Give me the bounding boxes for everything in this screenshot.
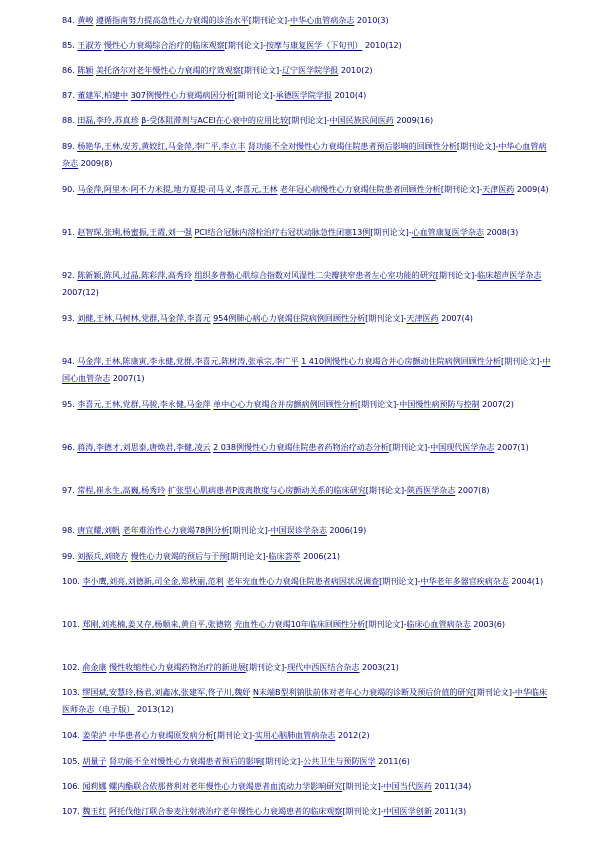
reference-item [62,62,552,79]
reference-type: [期刊论文] [435,270,475,280]
reference-authors-link[interactable]: 田磊,李玲,苏真珍 [77,115,139,125]
reference-title-link[interactable]: 美托洛尔对老年慢性心力衰竭的疗效观察 [95,65,241,75]
reference-separator: - [539,356,543,366]
reference-item [62,12,552,29]
reference-title-link[interactable]: 老年难治性心力衰竭78例分析 [122,525,230,535]
reference-item [62,753,552,770]
reference-separator: - [267,525,271,535]
reference-year: 2010(12) [364,40,402,50]
reference-title-link[interactable]: 单中心心力衰竭合并房颤病例回顾性分析 [213,399,358,409]
reference-year: 2008(3) [486,227,519,237]
reference-type: [期刊论文] [388,442,428,452]
reference-separator: - [279,65,282,75]
reference-number: 94. [62,356,75,366]
reference-type: [期刊论文] [500,356,540,366]
reference-item [62,439,552,456]
reference-number: 101. [62,619,80,629]
reference-separator: - [408,227,412,237]
reference-title-link[interactable]: 慢性收缩性心力衰竭药物治疗的新进展 [109,662,246,672]
reference-number: 87. [62,90,75,100]
reference-title-link[interactable]: 954例肺心病心力衰竭住院病例回顾性分析 [213,313,366,323]
reference-separator: - [380,806,384,816]
reference-journal-link[interactable]: 公共卫生与预防医学 [303,756,376,766]
reference-year: 2004(1) [511,576,544,586]
reference-authors-link[interactable]: 马金萍,王林,陈康寅,李永健,党群,李喜元,陈树涛,张承宗,李广平 [77,356,299,366]
reference-authors-link[interactable]: 李喜元,王林,党群,马骏,李永健,马金萍 [77,399,211,409]
reference-authors-link[interactable]: 刘振兵,刘晓方 [77,551,129,561]
reference-number: 103. [62,687,80,697]
reference-item [62,112,552,129]
reference-separator: - [380,781,384,791]
reference-number: 105. [62,756,80,766]
reference-separator: - [265,551,269,561]
reference-number: 100. [62,576,80,586]
reference-authors-link[interactable]: 郑刚,刘兆楠,姜又存,杨顺来,黄自平,张德铭 [82,619,232,629]
reference-number: 107. [62,806,80,816]
reference-item [62,616,552,633]
reference-item [62,310,552,327]
reference-journal-link[interactable]: 陕西医学杂志 [406,485,456,495]
reference-year: 2007(8) [457,485,490,495]
reference-separator: - [326,115,330,125]
reference-number: 92. [62,270,75,280]
reference-number: 85. [62,40,75,50]
reference-journal-link[interactable]: 现代中西医结合杂志 [287,662,360,672]
reference-title-link[interactable]: 阿托伐他汀联合参麦注射液治疗老年慢性心力衰竭患者的临床观察 [109,806,343,816]
reference-journal-link[interactable]: 中国医学创新 [383,806,432,816]
reference-authors-link[interactable]: 王淑芳 [77,40,102,50]
reference-separator: - [403,313,407,323]
reference-journal-link[interactable]: 临床荟萃 [268,551,301,561]
reference-journal-link[interactable]: 临床超声医学杂志 [477,270,542,280]
reference-year: 2007(1) [112,373,145,383]
reference-authors-link[interactable]: 杨艳华,王林,安芳,黄姣红,马金萍,李广平,李立丰 [77,141,246,151]
reference-item [62,181,552,198]
reference-number: 106. [62,781,80,791]
reference-separator: - [495,141,499,151]
reference-title-link[interactable]: 慢性心力衰竭的预后与干预 [130,551,228,561]
reference-number: 97. [62,485,75,495]
reference-title-link[interactable]: 老年充血性心力衰竭住院患者病因状况调查 [226,576,380,586]
reference-authors-link[interactable]: 唐宜耀,刘帆 [77,525,121,535]
reference-year: 2007(4) [441,313,473,323]
reference-number: 90. [62,184,75,194]
reference-authors-link[interactable]: 常程,崔永生,高巍,杨秀玲 [77,485,166,495]
reference-title-link[interactable]: 螺内酯联合依那普利对老年慢性心力衰竭患者血流动力学影响研究 [109,781,343,791]
reference-item [62,522,552,539]
reference-year: 2009(8) [80,158,113,168]
reference-type: [期刊论文] [365,313,404,323]
reference-type: [期刊论文] [248,15,288,25]
reference-type: [期刊论文] [370,227,409,237]
reference-item [62,224,552,241]
reference-number: 96. [62,442,75,452]
reference-journal-link[interactable]: 天津医药 [482,184,515,194]
reference-separator: - [396,399,400,409]
reference-journal-link[interactable]: 中国误诊学杂志 [270,525,327,535]
reference-title-link[interactable]: 2 038例慢性心力衰竭住院患者药物治疗动态分析 [213,442,389,452]
reference-separator: - [252,730,255,740]
reference-year: 2011(6) [378,756,410,766]
reference-year: 2011(34) [434,781,472,791]
reference-journal-link[interactable]: 中华心血管病杂志 [290,15,355,25]
reference-journal-link[interactable]: 中国慢性病预防与控制 [399,399,480,409]
reference-number: 89. [62,141,75,151]
reference-year: 2009(4) [516,184,549,194]
reference-item [62,727,552,744]
reference-separator: - [403,619,407,629]
reference-item [62,778,552,795]
reference-separator: - [479,184,483,194]
reference-title-link[interactable]: 肾功能不全对慢性心力衰竭住院患者预后影响的回顾性分析 [247,141,457,151]
reference-item [62,267,552,301]
reference-authors-link[interactable]: 姜荣泸 [82,730,107,740]
reference-title-link[interactable]: 充血性心力衰竭10年临床回顾性分析 [234,619,366,629]
reference-item [62,87,552,104]
reference-year: 2007(12) [62,287,99,297]
reference-year: 2012(2) [337,730,370,740]
reference-journal-link[interactable]: 实用心脑肺血管病杂志 [254,730,336,740]
reference-item [62,138,552,172]
reference-item [62,548,552,565]
reference-journal-link[interactable]: 中国现代医学杂志 [430,442,495,452]
reference-number: 95. [62,399,75,409]
reference-item [62,396,552,413]
reference-type: [期刊论文] [342,781,381,791]
reference-type: [期刊论文] [365,619,404,629]
reference-number: 93. [62,313,75,323]
reference-separator: - [263,40,266,50]
reference-year: 2006(21) [303,551,340,561]
reference-authors-link[interactable]: 胡量子 [82,756,107,766]
reference-type: [期刊论文] [213,730,253,740]
reference-number: 104. [62,730,80,740]
reference-authors-link[interactable]: 马金萍,阿里木·阿不力米提,地力夏提·司马义,李喜元,王林 [77,184,278,194]
reference-journal-link[interactable]: 天津医药 [406,313,439,323]
reference-year: 2006(19) [329,525,367,535]
reference-title-link[interactable]: 慢性心力衰竭综合治疗的临床观察 [103,40,225,50]
reference-year: 2010(4) [334,90,367,100]
reference-year: 2013(12) [136,704,174,714]
reference-year: 2010(2) [340,65,373,75]
reference-type: [期刊论文] [379,576,418,586]
reference-journal-link[interactable]: 中国心血管杂志 [62,356,551,383]
reference-separator: - [417,576,421,586]
reference-title-link[interactable]: 遵循指南努力提高急性心力衰竭的诊治水平 [95,15,249,25]
reference-title-link[interactable]: β-受体阻滞剂与ACEI在心衰中的应用比较 [141,115,289,125]
reference-authors-link[interactable]: 李小鹰,刘亮,刘德新,司全金,郑秋丽,范利 [82,576,224,586]
reference-separator: - [300,756,304,766]
reference-year: 2010(3) [356,15,389,25]
reference-authors-link[interactable]: 缪国斌,安慧玲,杨君,刘鑫冰,张建军,佟子川,魏妤 [82,687,251,697]
reference-title-link[interactable]: N末端B型利钠肽前体对老年心力衰竭的诊断及预后价值的研究 [252,687,474,697]
reference-authors-link[interactable]: 陈新颖,陈风,过晶,陈彩萍,高秀玲 [77,270,192,280]
reference-title-link[interactable]: 组织多普勒心肌综合指数对风湿性二尖瓣狭窄患者左心室功能的研究 [194,270,436,280]
reference-separator: - [511,687,515,697]
reference-item [62,684,552,718]
reference-journal-link[interactable]: 中国当代医药 [383,781,432,791]
reference-number: 84. [62,15,75,25]
reference-type: [期刊论文] [229,525,268,535]
reference-type: [期刊论文] [234,90,273,100]
reference-type: [期刊论文] [342,806,381,816]
reference-journal-link[interactable]: 中华心血管病杂志 [62,141,547,168]
reference-title-link[interactable]: 307例慢性心力衰竭病因分析 [130,90,235,100]
reference-type: [期刊论文] [440,184,480,194]
reference-year: 2011(3) [434,806,467,816]
reference-number: 99. [62,551,75,561]
reference-authors-link[interactable]: 魏玉红 [82,806,107,816]
reference-type: [期刊论文] [473,687,512,697]
reference-type: [期刊论文] [365,485,405,495]
reference-year: 2003(21) [362,662,399,672]
reference-year: 2009(16) [396,115,434,125]
reference-title-link[interactable]: 扩张型心肌病患者P波离散度与心房颤动关系的临床研究 [167,485,366,495]
reference-journal-link[interactable]: 临床心血管病杂志 [406,619,471,629]
reference-journal-link[interactable]: 承德医学院学报 [275,90,332,100]
reference-item [62,573,552,590]
reference-separator: - [287,15,291,25]
reference-year: 2007(2) [482,399,514,409]
reference-type: [期刊论文] [227,551,266,561]
reference-type: [期刊论文] [456,141,496,151]
reference-type: [期刊论文] [245,662,285,672]
reference-number: 98. [62,525,75,535]
reference-item [62,803,552,820]
reference-authors-link[interactable]: 蒋涛,李德才,刘思泰,唐焕君,李健,凌云 [77,442,211,452]
reference-number: 91. [62,227,75,237]
reference-journal-link[interactable]: 按摩与康复医学（下旬刊） [265,40,363,50]
reference-type: [期刊论文] [240,65,280,75]
reference-journal-link[interactable]: 中华老年多器官疾病杂志 [420,576,509,586]
reference-authors-link[interactable]: 刘健,王林,马树林,党群,马金萍,李喜元 [77,313,211,323]
reference-title-link[interactable]: 老年冠心病慢性心力衰竭住院患者回顾性分析 [279,184,441,194]
reference-item [62,659,552,676]
reference-journal-link[interactable]: 中国民族民间医药 [329,115,394,125]
reference-item [62,353,552,387]
reference-type: [期刊论文] [261,756,301,766]
reference-year: 2007(1) [497,442,529,452]
reference-separator: - [427,442,431,452]
reference-separator: - [284,662,288,672]
reference-authors-link[interactable]: 黄峻 [77,15,94,25]
reference-number: 86. [62,65,75,75]
reference-item [62,37,552,54]
reference-title-link[interactable]: 中华患者心力衰竭原发病分析 [109,730,214,740]
reference-journal-link[interactable]: 中华临床医师杂志（电子版） [62,687,547,714]
reference-type: [期刊论文] [357,399,397,409]
reference-journal-link[interactable]: 辽宁医学院学报 [281,65,339,75]
reference-journal-link[interactable]: 心血管康复医学杂志 [411,227,484,237]
reference-item [62,482,552,499]
reference-separator: - [404,485,407,495]
reference-type: [期刊论文] [288,115,327,125]
reference-separator: - [272,90,276,100]
reference-authors-link[interactable]: 俞金康 [82,662,107,672]
reference-number: 102. [62,662,80,672]
reference-number: 88. [62,115,75,125]
reference-separator: - [474,270,478,280]
reference-type: [期刊论文] [224,40,264,50]
reference-year: 2003(6) [473,619,506,629]
reference-authors-link[interactable]: 董建军,柏建中 [77,90,129,100]
reference-authors-link[interactable]: 赵智琛,张琍,杨蜜振,王霞,刘一强 [77,227,192,237]
reference-title-link[interactable]: 1 410例慢性心力衰竭合并心房颤动住院病例回顾性分析 [301,356,501,366]
reference-authors-link[interactable]: 闻莉娜 [82,781,107,791]
reference-title-link[interactable]: PCI结合冠脉内溶栓治疗右冠状动脉急性闭塞13例 [194,227,371,237]
reference-title-link[interactable]: 肾功能不全对慢性心力衰竭患者预后的影响 [109,756,262,766]
reference-authors-link[interactable]: 陈颖 [77,65,94,75]
